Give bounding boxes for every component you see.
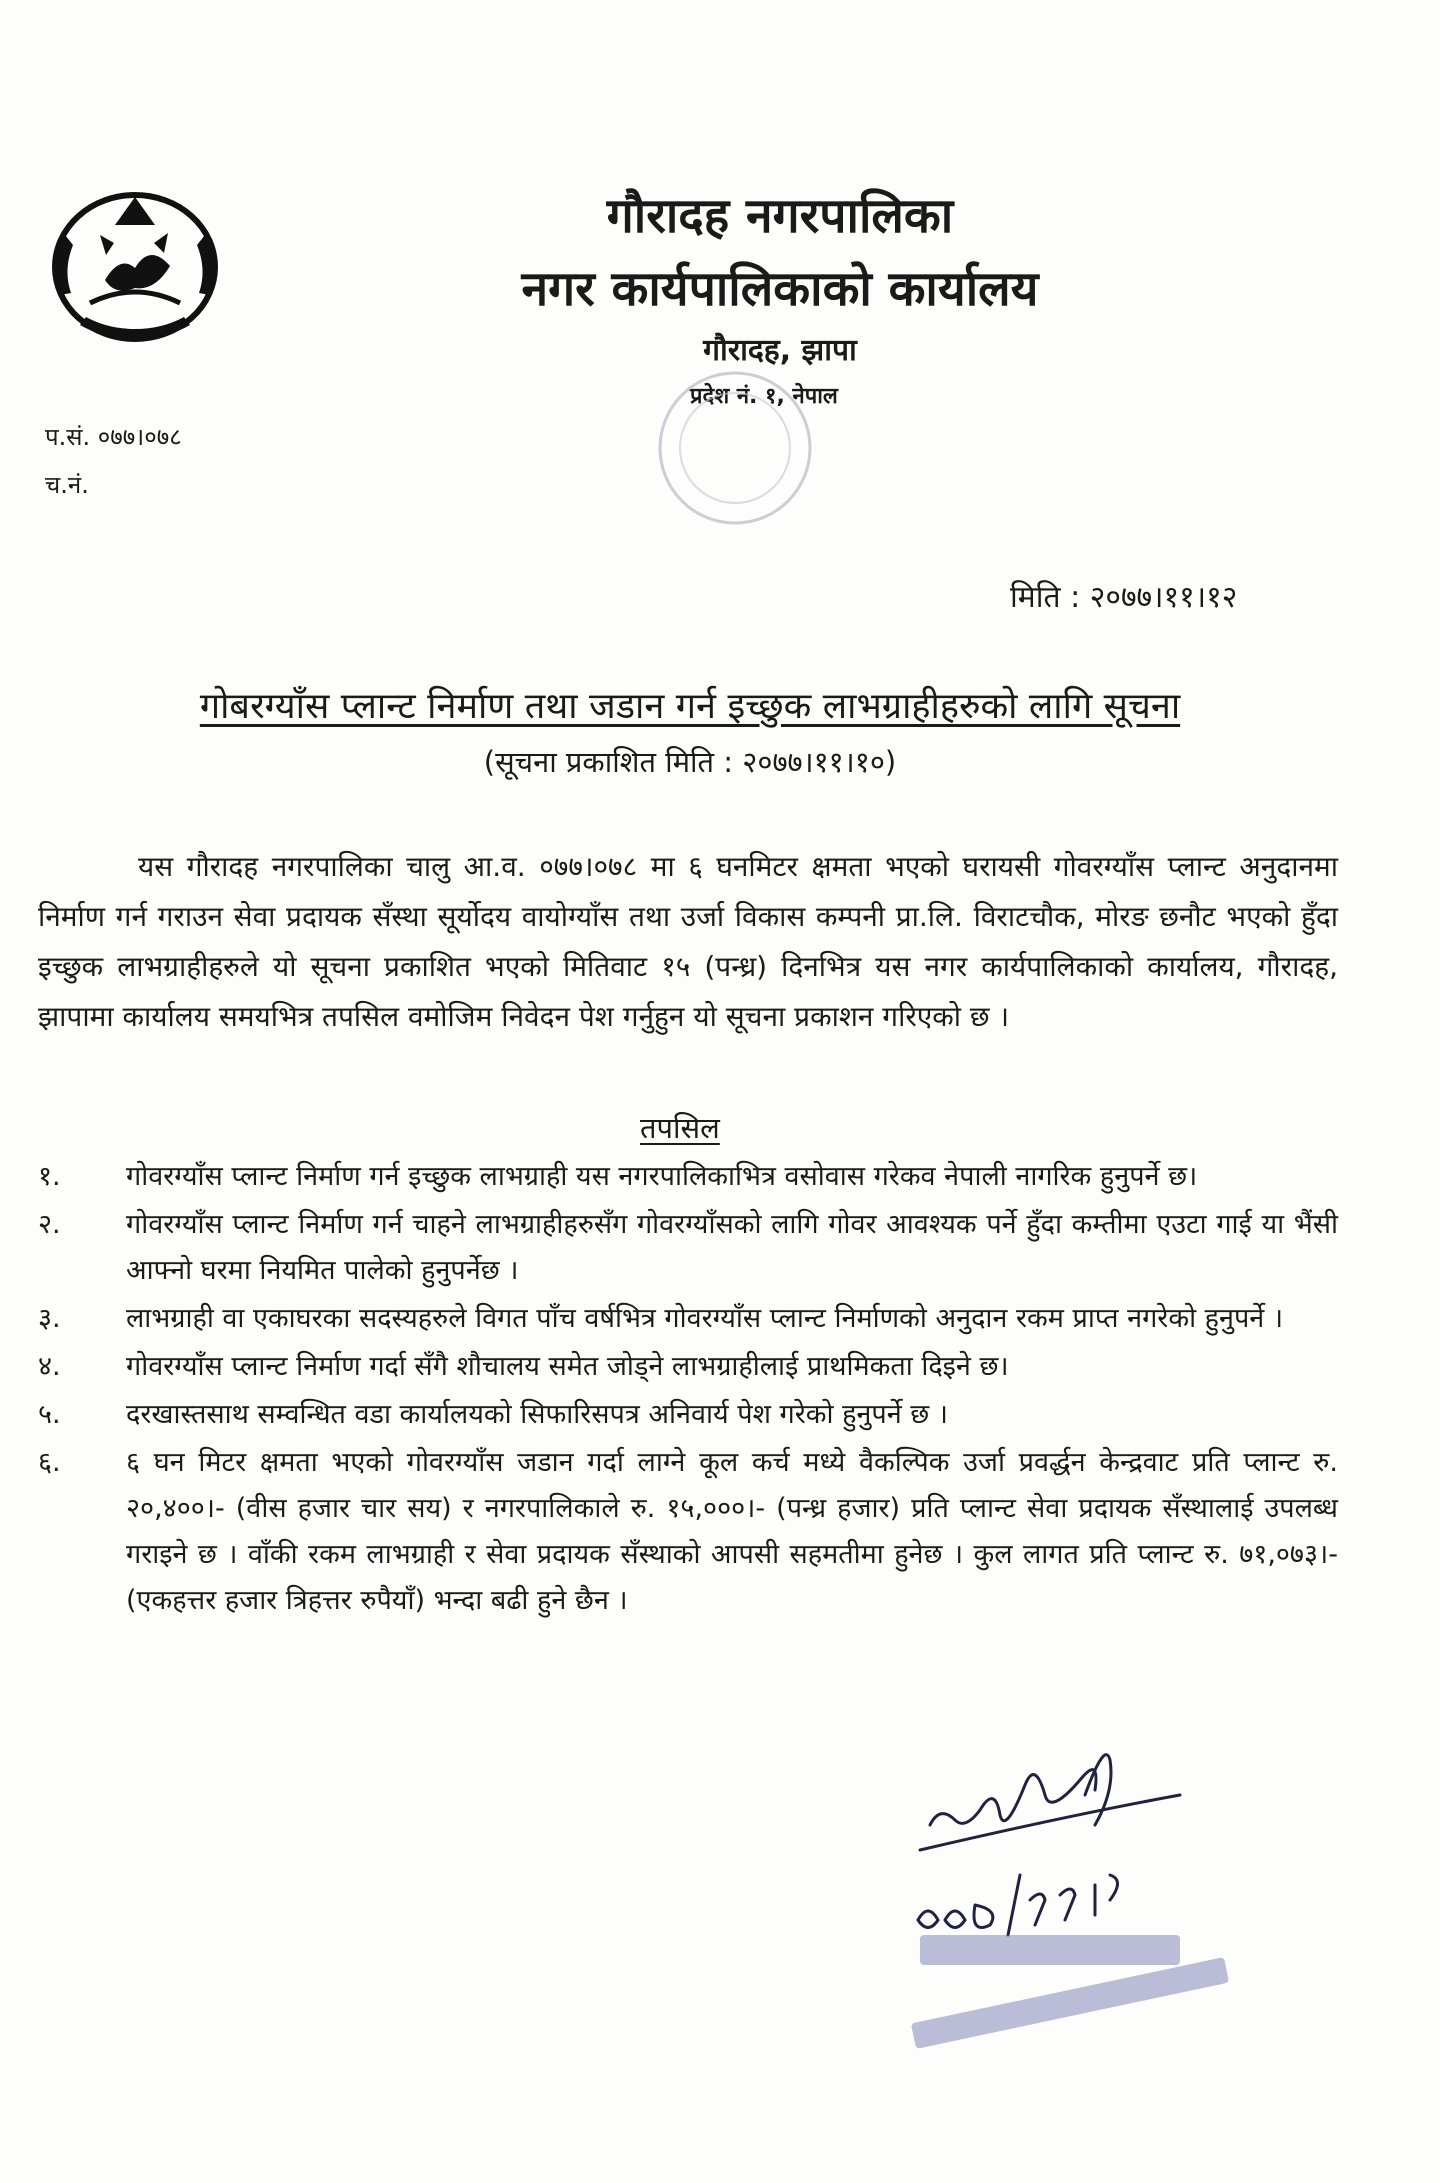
list-item — [38, 1296, 1338, 1342]
item-text: गोवरग्याँस प्लान्ट निर्माण गर्दा सँगै शौचालय समेत जोड्ने लाभग्राहीलाई प्राथमिकता दिइने छ। — [126, 1351, 1009, 1382]
list-item — [38, 1440, 1338, 1624]
office-location: गौरादह, झापा — [703, 333, 857, 368]
notice-body: यस गौरादह नगरपालिका चालु आ.व. ०७७।०७८ मा ६ घनमिटर क्षमता भएको घरायसी गोवरग्याँस प्लान्ट अनुदानमा निर्माण गर्न गराउन सेवा प्रदायक सँस्था सूर्योदय वायोग्याँस तथा उर्जा विकास कम्पनी प्रा.लि. विराटचौक, मोरङ छनौट भएको हुँदा इच्छुक लाभग्राहीहरुले यो सूचना प्रकाशित भएको मितिवाट १५ (पन्ध्र) दिनभित्र यस नगर कार्यपालिकाको कार्यालय, गौरादह, झापामा कार्यालय समयभित्र तपसिल वमोजिम निवेदन पेश गर्नुहुन यो सूचना प्रकाशन गरिएको छ । — [38, 850, 1338, 1033]
conditions-list — [38, 1154, 1338, 1626]
dispatch-number: च.नं. — [45, 471, 89, 499]
item-text: दरखास्तसाथ सम्वन्धित वडा कार्यालयको सिफारिसपत्र अनिवार्य पेश गरेको हुनुपर्ने छ । — [126, 1399, 949, 1430]
letter-number: प.सं. ०७७।०७८ — [45, 423, 182, 451]
item-number: १. — [38, 1161, 61, 1192]
item-text: लाभग्राही वा एकाघरका सदस्यहरुले विगत पाँच वर्षभित्र गोवरग्याँस प्लान्ट निर्माणको अनुदान रकम प्राप्त नगरेको हुनुपर्ने । — [126, 1303, 1284, 1334]
list-item — [38, 1344, 1338, 1390]
item-text: गोवरग्याँस प्लान्ट निर्माण गर्न चाहने लाभग्राहीहरुसँग गोवरग्याँसको लागि गोवर आवश्यक पर्ने हुँदा कम्तीमा एउटा गाई या भैंसी आफ्नो घरमा नियमित पालेको हुनुपर्नेछ । — [126, 1209, 1338, 1286]
item-number: ५. — [38, 1399, 61, 1430]
published-date: (सूचना प्रकाशित मिति : २०७७।११।१०) — [483, 745, 897, 779]
item-number: २. — [38, 1209, 61, 1240]
list-item — [38, 1202, 1338, 1294]
notice-title: गोबरग्याँस प्लान्ट निर्माण तथा जडान गर्न इच्छुक लाभग्राहीहरुको लागि सूचना — [199, 686, 1181, 727]
list-item — [38, 1154, 1338, 1200]
officer-signature — [900, 1735, 1260, 2065]
item-text: ६ घन मिटर क्षमता भएको गोवरग्याँस जडान गर्दा लाग्ने कूल कर्च मध्ये वैकल्पिक उर्जा प्रवर्द्धन केन्द्रवाट प्रति प्लान्ट रु. २०,४००।- (वीस हजार चार सय) र नगरपालिकाले रु. १५,०००।- (पन्ध्र हजार) प्रति प्लान्ट सेवा प्रदायक सँस्थालाई उपलब्ध गराइने छ । वाँकी रकम लाभग्राही र सेवा प्रदायक सँस्थाको आपसी सहमतीमा हुनेछ । कुल लागत प्रति प्लान्ट रु. ७१,०७३।- (एकहत्तर हजार त्रिहत्तर रुपैयाँ) भन्दा बढी हुने छैन । — [126, 1447, 1338, 1616]
office-name: नगर कार्यपालिकाको कार्यालय — [521, 261, 1039, 317]
item-number: ४. — [38, 1351, 61, 1382]
notice-date: मिति : २०७७।११।१२ — [1010, 580, 1238, 615]
list-item — [38, 1392, 1338, 1438]
item-text: गोवरग्याँस प्लान्ट निर्माण गर्न इच्छुक लाभग्राही यस नगरपालिकाभित्र वसोवास गरेकव नेपाली नागरिक हुनुपर्ने छ। — [126, 1161, 1198, 1192]
municipality-name: गौरादह नगरपालिका — [606, 188, 954, 244]
office-seal-stamp — [640, 360, 830, 535]
details-heading: तपसिल — [640, 1111, 720, 1145]
province-line: प्रदेश नं. १, नेपाल — [690, 384, 838, 409]
nepal-emblem-logo — [40, 175, 230, 350]
item-number: ३. — [38, 1303, 61, 1334]
item-number: ६. — [38, 1447, 61, 1478]
